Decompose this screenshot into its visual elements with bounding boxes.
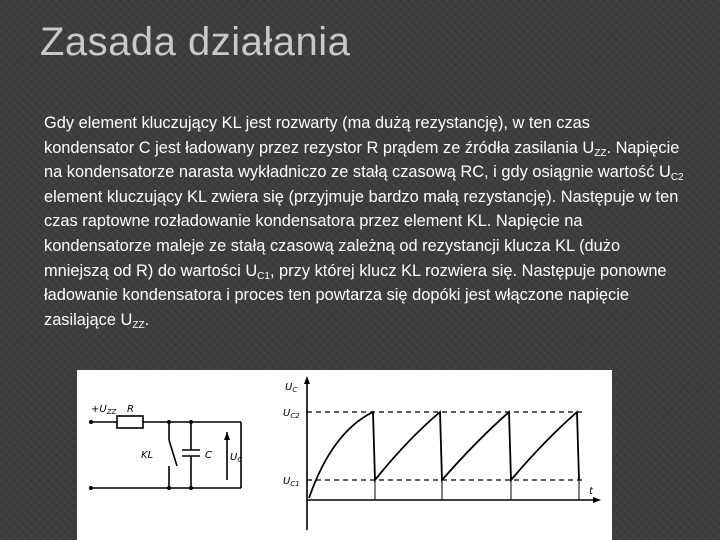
circuit-figure <box>77 370 612 540</box>
subscript: ZZ <box>594 147 607 159</box>
circuit-and-waveform-diagram <box>77 370 612 540</box>
resistor-label: R <box>127 404 134 415</box>
paragraph-text-run: Gdy element kluczujący KL jest rozwarty (ma dużą rezystancję), w ten czas kondensator C jest ładowany przez rezystor R prądem ze źródła zasilania U <box>44 114 595 157</box>
subscript: ZZ <box>132 319 145 331</box>
switch-label: KL <box>141 450 154 461</box>
level-low-label: $U_{C1}$ <box>283 476 300 488</box>
output-voltage-label: $U_C$ <box>230 452 243 464</box>
waveform-axes <box>307 380 597 530</box>
switch-symbol <box>169 440 177 466</box>
paragraph-text-run: . <box>144 310 150 329</box>
paragraph-text-run: . Napięcie na kondensatorze narasta wykładniczo ze stałą czasową RC, i gdy osiągnie wartość U <box>44 138 680 182</box>
slide-title: Zasada działania <box>40 20 351 64</box>
paragraph-text-run: , przy której klucz KL rozwiera się. Następuje ponowne ładowanie kondensatora i proces ten powtarza się dopóki jest włączone napięcie zasilające U <box>44 261 667 329</box>
resistor-symbol <box>117 416 143 428</box>
graph-x-axis-label: t <box>589 486 593 497</box>
subscript: C1 <box>257 270 270 282</box>
capacitor-label: C <box>205 450 212 461</box>
paragraph-text-run: element kluczujący KL zwiera się (przyjmuje bardzo małą rezystancję). Następuje w ten czas raptowne rozładowanie kondensatora przez element KL. Napięcie na kondensatorze maleje ze stałą czasową zależną od rezystancji klucza KL (dużo mniejszą od R) do wartości U <box>44 187 679 280</box>
sawtooth-waveform <box>309 412 579 498</box>
body-paragraph <box>44 111 684 332</box>
level-high-label: $U_{C2}$ <box>283 408 300 420</box>
subscript: C2 <box>670 172 684 184</box>
circuit-schematic <box>91 416 241 488</box>
supply-label: $+U_{ZZ}$ <box>91 404 117 416</box>
graph-y-axis-label: $U_C$ <box>285 382 298 394</box>
